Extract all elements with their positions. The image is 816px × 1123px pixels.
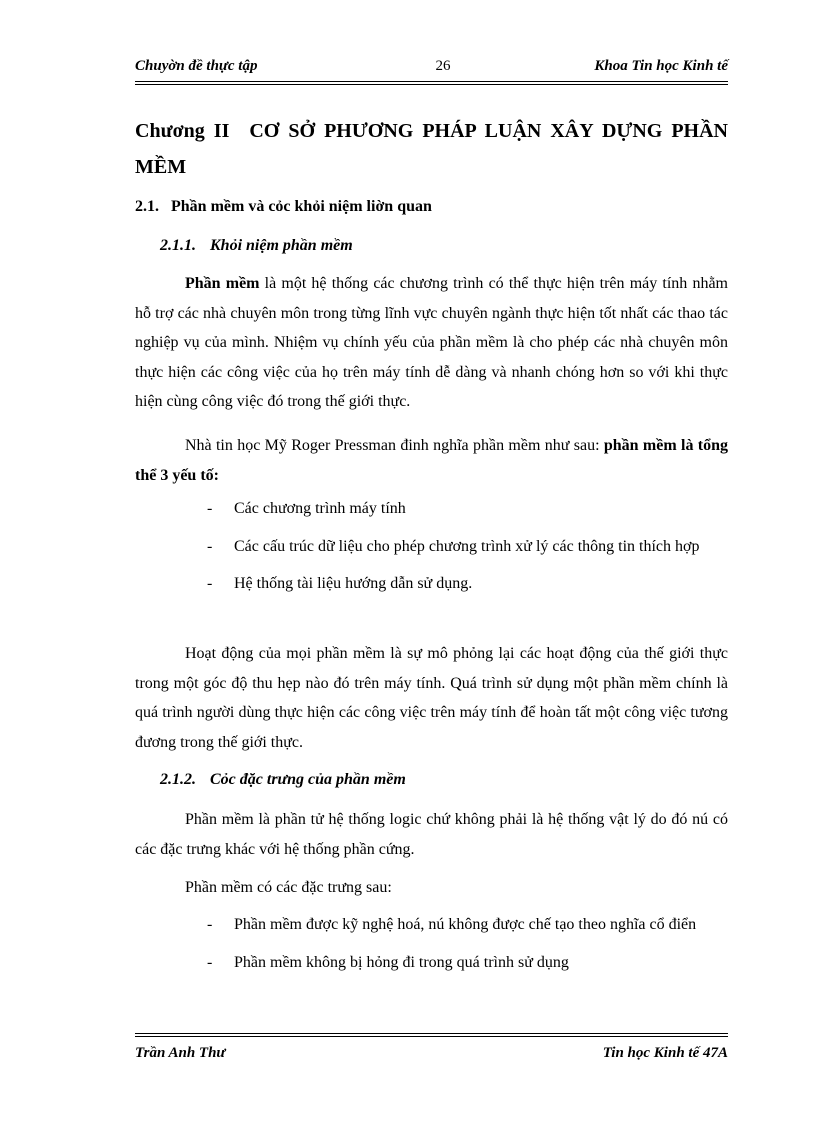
list-item-text: Phần mềm được kỹ nghệ hoá, nú không được chế tạo theo nghĩa cổ điển: [234, 916, 697, 933]
paragraph-software-definition: [135, 269, 728, 417]
chapter-label: Chương II: [135, 120, 230, 142]
paragraph-pressman: [135, 431, 728, 490]
chapter-title: [135, 113, 728, 185]
list-item: [207, 569, 728, 599]
subsection-number: 2.1.2.: [160, 771, 196, 788]
subsection-title: Cỏc đặc trưng của phần mềm: [210, 771, 406, 788]
section-title: Phần mềm và cỏc khỏi niệm liờn quan: [171, 198, 432, 215]
paragraph-text: là một hệ thống các chương trình có thể thực hiện trên máy tính nhằm hỗ trợ các nhà chuyên môn trong từng lĩnh vực chuyên ngành thực hiện tốt nhất các thao tác nghiệp vụ của mình. Nhiệm vụ chính yếu của phần mềm là cho phép các nhà chuyên môn thực hiện các công việc của họ trên máy tính dễ dàng và nhanh chóng hơn so với khi thực hiện cùng công việc đó trong thế giới thực.: [135, 275, 729, 410]
list-item-text: Các cấu trúc dữ liệu cho phép chương trình xử lý các thông tin thích hợp: [234, 537, 700, 555]
subsection-heading-2-1-1: [160, 237, 353, 255]
paragraph-logic-system: [135, 805, 728, 864]
paragraph-software-activity: [135, 639, 728, 757]
header-rule-second: [135, 84, 728, 85]
list-item-text: Hệ thống tài liệu hướng dẫn sử dụng.: [234, 575, 473, 592]
list-software-elements: [207, 494, 728, 599]
footer-author: Trần Anh Thư: [135, 1045, 226, 1061]
subsection-title: Khỏi niệm phần mềm: [210, 237, 353, 254]
list-dash: -: [207, 575, 213, 592]
page-header: [135, 58, 728, 80]
list-item-text: Các chương trình máy tính: [234, 500, 406, 517]
chapter-heading: CƠ SỞ PHƯƠNG PHÁP LUẬN XÂY DỰNG PHẦN MỀM: [135, 120, 728, 178]
footer-rule: [135, 1033, 728, 1034]
header-right-text: Khoa Tin học Kinh tế: [594, 58, 728, 74]
paragraph-text: Phần mềm là phần tử hệ thống logic chứ không phải là hệ thống vật lý do đó nú có các đặc trưng khác với hệ thống phần cứng.: [135, 811, 728, 858]
list-dash: -: [207, 953, 213, 971]
header-rule: [135, 81, 728, 82]
list-item: [207, 532, 728, 562]
paragraph-characteristics-intro: [135, 873, 728, 903]
list-item: [207, 910, 728, 940]
list-item: [207, 948, 728, 978]
section-heading-2-1: [135, 198, 432, 216]
list-item-text: Phần mềm không bị hỏng đi trong quá trình sử dụng: [234, 953, 569, 971]
paragraph-text: Nhà tin học Mỹ Roger Pressman đinh nghĩa phần mềm như sau:: [185, 437, 604, 454]
section-number: 2.1.: [135, 198, 159, 215]
paragraph-text: Phần mềm có các đặc trưng sau:: [185, 879, 392, 896]
list-characteristics: [207, 910, 728, 977]
paragraph-text: Hoạt động của mọi phần mềm là sự mô phỏng lại các hoạt động của thế giới thực trong một góc độ thu hẹp nào đó trên máy tính. Quá trình sử dụng một phần mềm chính là quá trình người dùng thực hiện các công việc trên máy tính để hoàn tất một công việc tương đương trong thế giới thực.: [135, 645, 728, 751]
subsection-heading-2-1-2: [160, 771, 406, 789]
footer-class: Tin học Kinh tế 47A: [602, 1045, 728, 1061]
list-dash: -: [207, 537, 213, 555]
list-dash: -: [207, 916, 213, 933]
page-number: 26: [435, 58, 451, 74]
subsection-number: 2.1.1.: [160, 237, 196, 254]
footer-rule-second: [135, 1036, 728, 1037]
list-item: [207, 494, 728, 524]
paragraph-emphasis: phần mềm là tổng thể 3 yếu tố:: [135, 437, 729, 484]
paragraph-lead-term: Phần mềm: [185, 275, 260, 292]
list-dash: -: [207, 500, 213, 517]
header-left-text: Chuyờn đề thực tập: [135, 58, 258, 74]
